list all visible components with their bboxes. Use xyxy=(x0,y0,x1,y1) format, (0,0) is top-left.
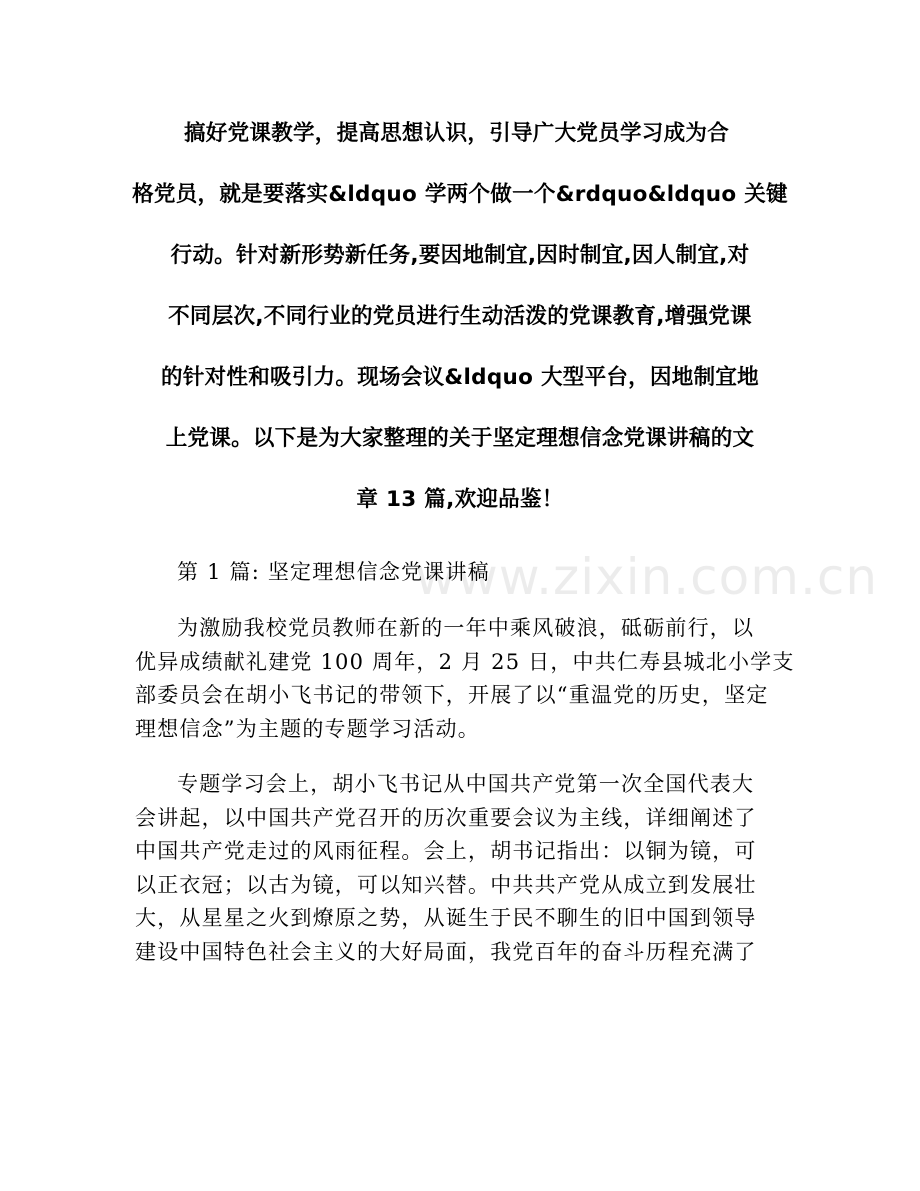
paragraph-line: 理想信念”为主题的专题学习活动。 xyxy=(135,716,480,741)
intro-line: 章 13 篇,欢迎品鉴！ xyxy=(356,487,564,512)
intro-paragraph xyxy=(130,108,790,535)
paragraph-line: 中国共产党走过的风雨征程。会上，胡书记指出：以铜为镜，可 xyxy=(135,839,757,863)
body-paragraph xyxy=(135,612,795,746)
paragraph-line: 会讲起，以中国共产党召开的历次重要会议为主线，详细阐述了 xyxy=(135,805,757,830)
paragraph-line: 建设中国特色社会主义的大好局面，我党百年的奋斗历程充满了 xyxy=(135,939,757,964)
article-body xyxy=(135,550,795,969)
intro-line: 搞好党课教学，提高思想认识，引导广大党员学习成为合 xyxy=(184,121,730,146)
paragraph-line: 优异成绩献礼建党 100 周年，2 月 25 日，中共仁寿县城北小学支 xyxy=(135,649,795,674)
intro-line: 上党课。以下是为大家整理的关于坚定理想信念党课讲稿的文 xyxy=(165,426,755,451)
intro-line: 格党员，就是要落实&ldquo 学两个做一个&rdquo&ldquo 关键 xyxy=(132,182,788,207)
paragraph-line: 为激励我校党员教师在新的一年中乘风破浪，砥砺前行，以 xyxy=(177,616,755,640)
intro-line: 的针对性和吸引力。现场会议&ldquo 大型平台，因地制宜地 xyxy=(161,365,759,390)
section-title: 第 1 篇: 坚定理想信念党课讲稿 xyxy=(177,560,490,584)
intro-line: 行动。针对新形势新任务,要因地制宜,因时制宜,因人制宜,对 xyxy=(170,243,750,268)
paragraph-line: 专题学习会上，胡小飞书记从中国共产党第一次全国代表大 xyxy=(177,772,755,796)
intro-line: 不同层次,不同行业的党员进行生动活泼的党课教育,增强党课 xyxy=(168,304,752,329)
body-paragraph xyxy=(135,768,795,969)
paragraph-line: 大，从星星之火到燎原之势，从诞生于民不聊生的旧中国到领导 xyxy=(135,906,757,930)
paragraph-line: 以正衣冠；以古为镜，可以知兴替。中共共产党从成立到发展壮 xyxy=(135,872,757,897)
watermark: www.zixin.com.cn xyxy=(415,548,879,606)
paragraph-line: 部委员会在胡小飞书记的带领下，开展了以“重温党的历史，坚定 xyxy=(135,683,769,707)
